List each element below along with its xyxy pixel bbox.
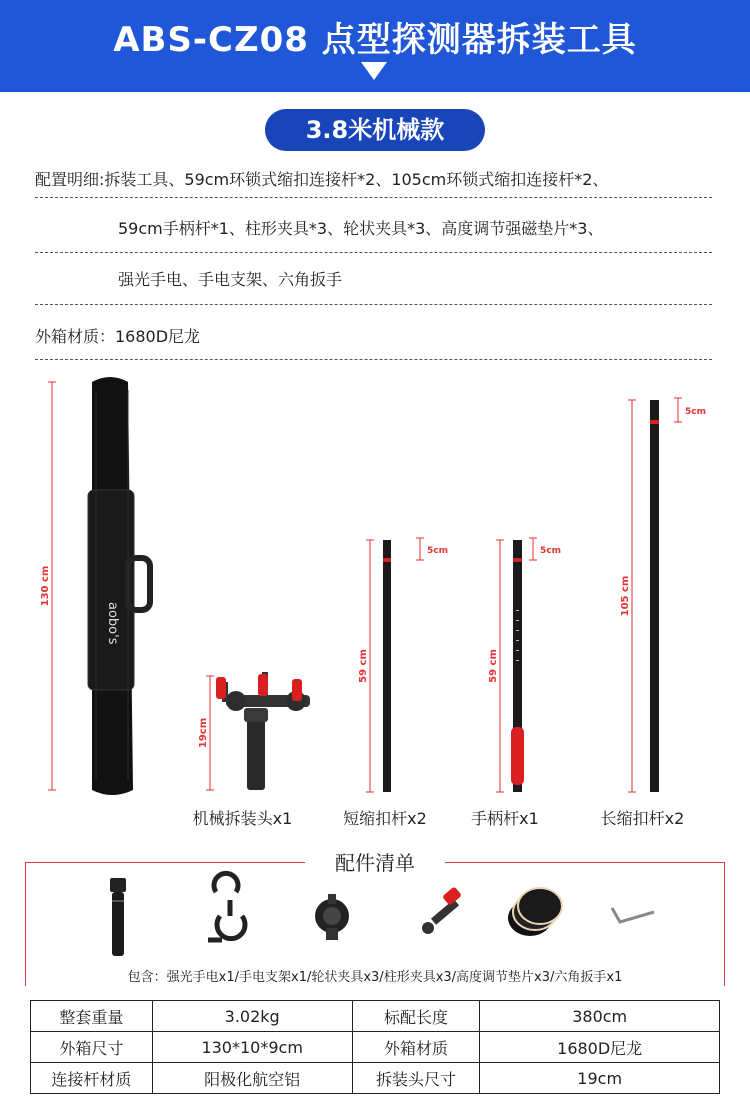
product-label-short-pole: 短缩扣杆x2 [343,809,427,828]
handle-pole-image [511,540,524,792]
flashlight-icon [110,878,126,956]
accessories-title: 配件清单 [335,851,415,875]
spec-table [30,1000,720,1094]
accessories-images [30,870,720,962]
column-clamp-icon [422,886,462,934]
config-line-2: 59cm手柄杆*1、柱形夹具*3、轮状夹具*3、高度调节强磁垫片*3、 [118,219,604,238]
table-cell: 外箱材质 [352,1032,480,1063]
divider [35,252,712,253]
long-pole-image [650,400,659,792]
handle-pole-dimension-label: 59 cm [488,649,499,683]
table-cell: 阳极化航空铝 [152,1063,352,1094]
table-cell: 130*10*9cm [152,1032,352,1063]
bag-dimension-label: 130 cm [40,565,51,607]
handle-pole-tip-label: 5cm [540,546,561,556]
table-row [31,1001,720,1032]
table-cell: 连接杆材质 [31,1063,153,1094]
magnetic-pad-icon [508,888,562,936]
bag-brand-text: aobo's [105,602,120,645]
product-label-long-pole: 长缩扣杆x2 [600,809,685,828]
hex-wrench-icon [612,908,654,922]
mechanical-head-image [216,672,310,790]
table-cell: 外箱尺寸 [31,1032,153,1063]
arrow-down-icon [361,62,387,80]
table-cell: 标配长度 [352,1001,480,1032]
page-title: ABS-CZ08 点型探测器拆装工具 [113,20,637,60]
config-line-3: 强光手电、手电支架、六角扳手 [118,270,343,289]
carry-bag-image [88,377,150,795]
header-banner [0,0,750,92]
long-pole-tip-label: 5cm [685,407,706,417]
table-cell: 1680D尼龙 [480,1032,720,1063]
divider [35,304,712,305]
table-cell: 19cm [480,1063,720,1094]
divider [35,197,712,198]
table-cell: 3.02kg [152,1001,352,1032]
accessories-includes: 包含：强光手电x1/手电支架x1/轮状夹具x3/柱形夹具x3/高度调节垫片x3/六角扳手x1 [55,966,695,985]
short-pole-image [383,540,391,792]
table-row [31,1063,720,1094]
divider [35,359,712,360]
head-dimension-label: 19cm [198,717,209,749]
material-line: 外箱材质：1680D尼龙 [35,327,201,346]
product-illustration [0,370,750,840]
table-row [31,1032,720,1063]
long-pole-dimension-label: 105 cm [620,575,631,617]
table-cell: 整套重量 [31,1001,153,1032]
wheel-clamp-icon [315,894,349,940]
product-label-head: 机械拆装头x1 [192,809,293,828]
flashlight-holder-icon [208,873,245,940]
short-pole-dimension-label: 59 cm [358,649,369,683]
table-cell: 380cm [480,1001,720,1032]
model-badge: 3.8米机械款 [265,109,485,151]
table-cell: 拆装头尺寸 [352,1063,480,1094]
short-pole-tip-label: 5cm [427,546,448,556]
config-line-1: 配置明细:拆装工具、59cm环锁式缩扣连接杆*2、105cm环锁式缩扣连接杆*2、 [35,170,609,189]
product-label-handle-pole: 手柄杆x1 [471,809,539,828]
